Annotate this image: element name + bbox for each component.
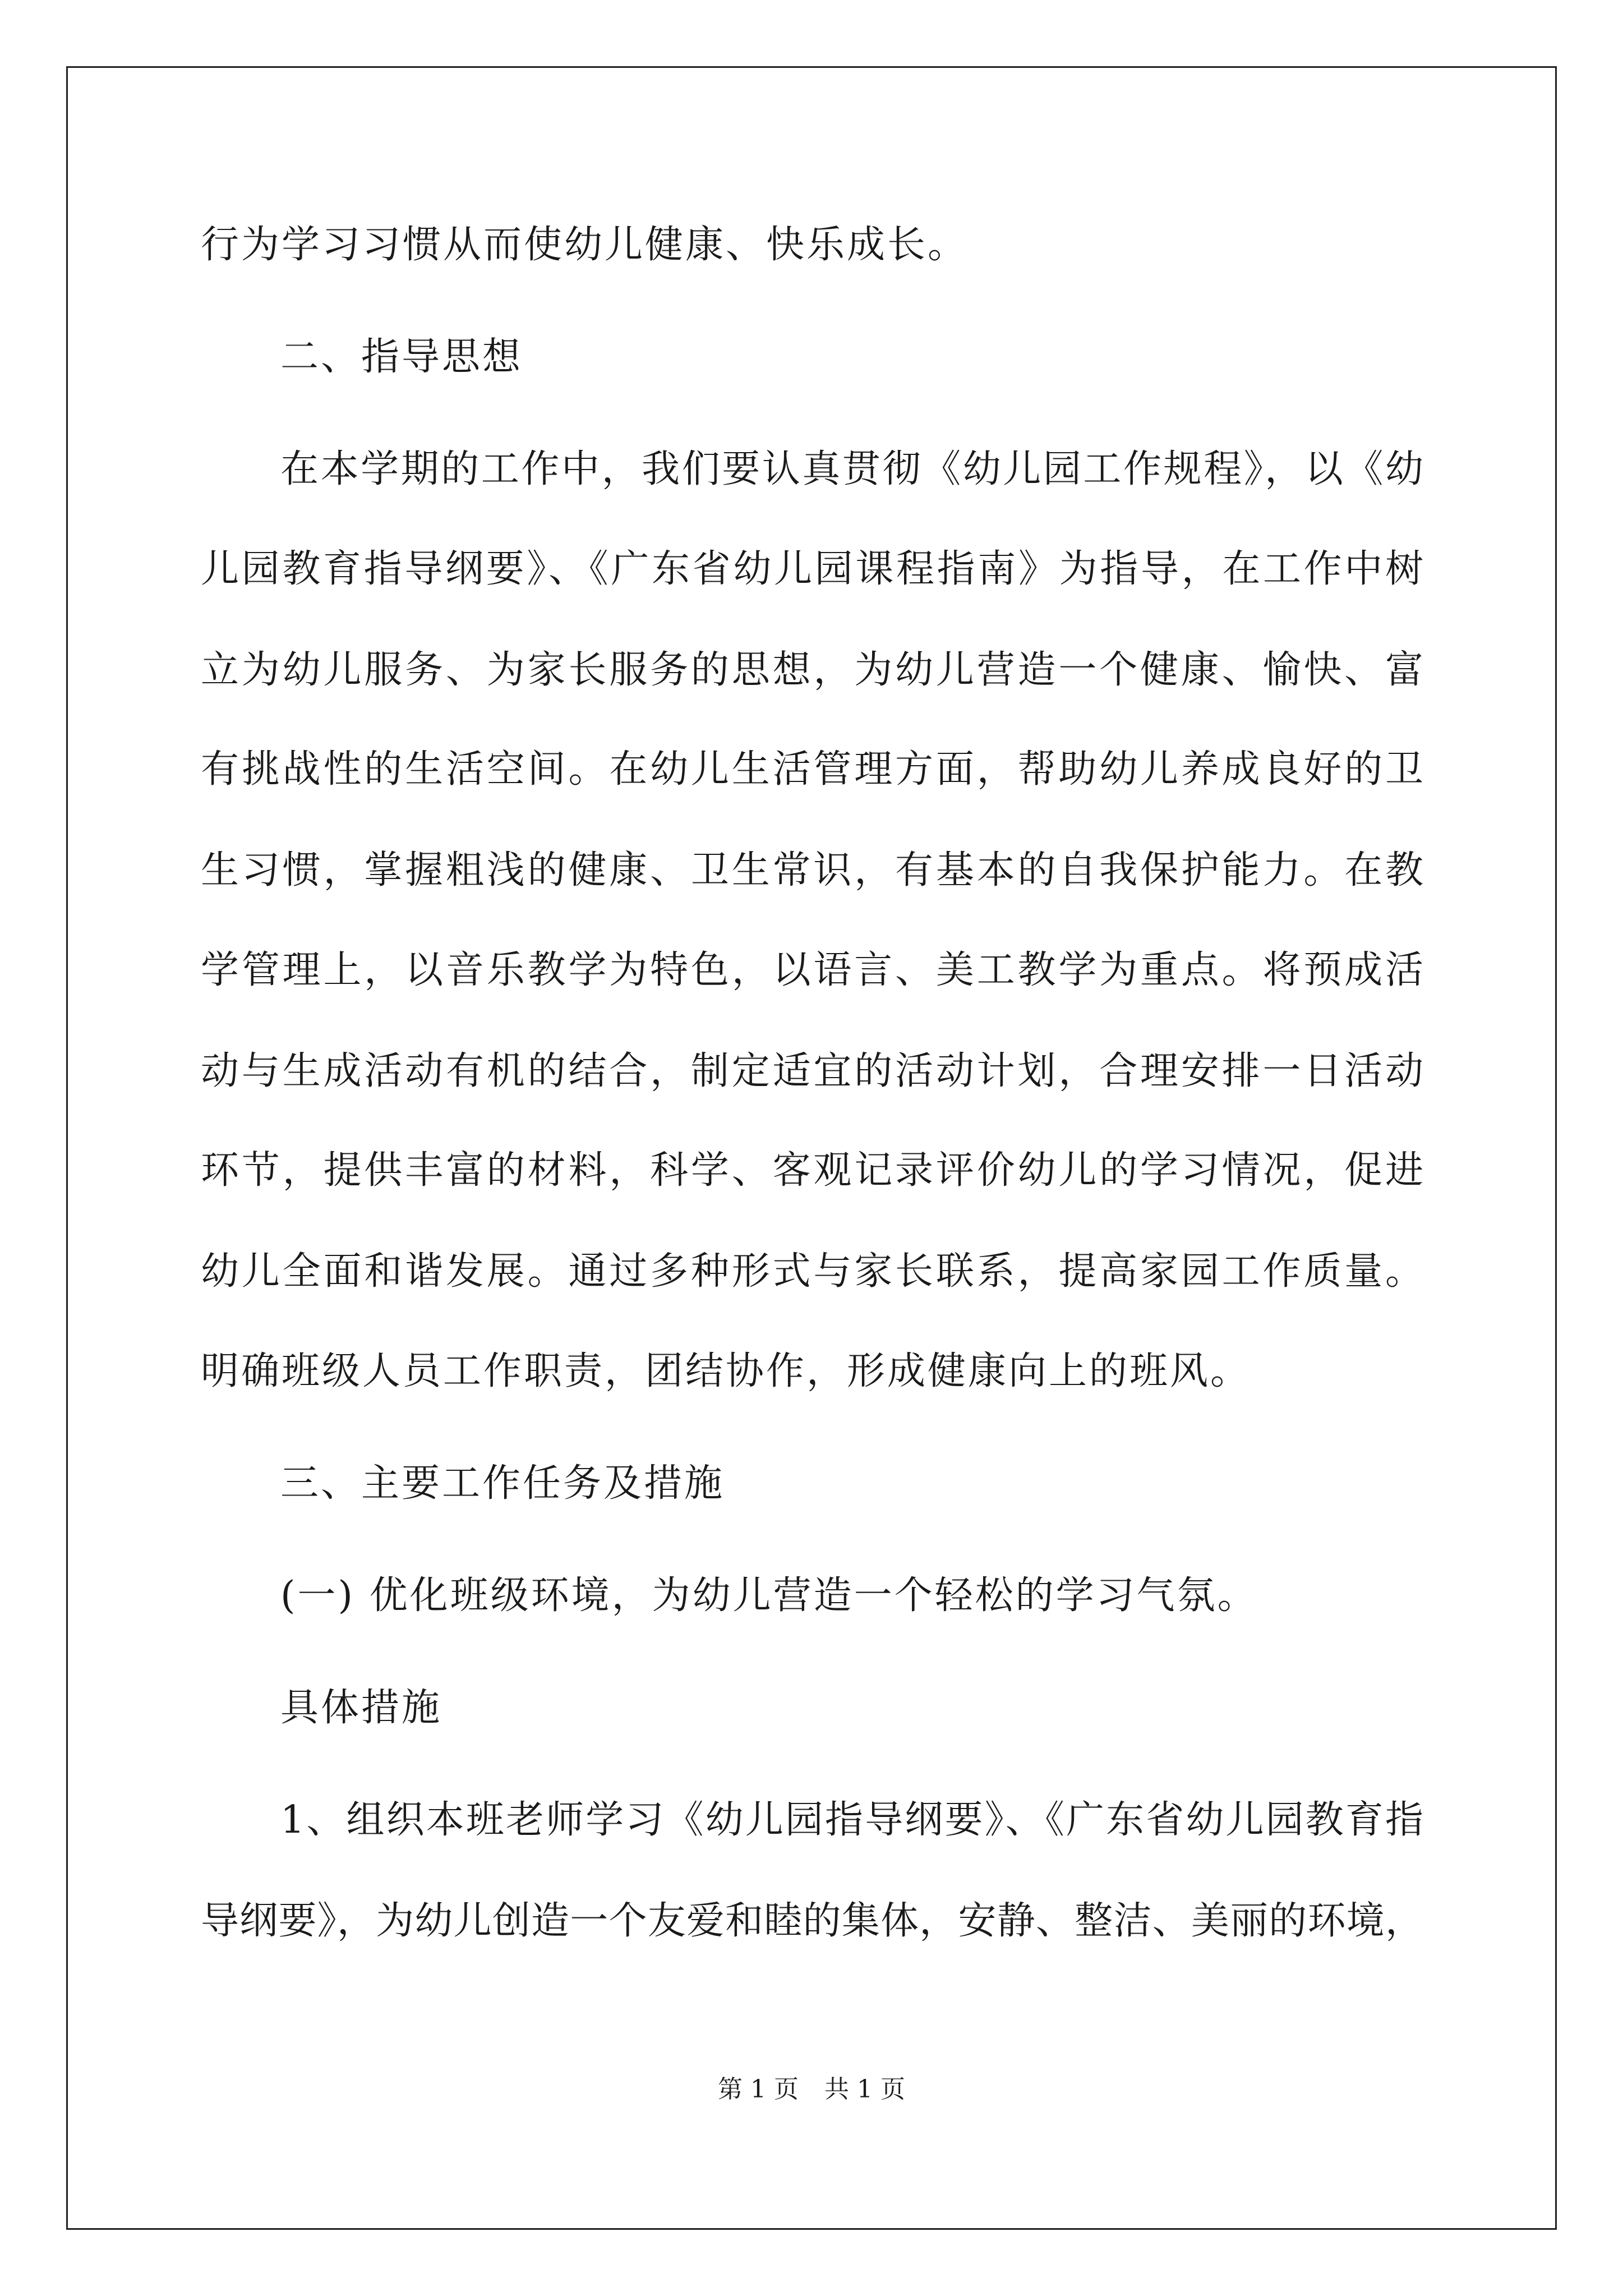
subsection-heading-1: (一) 优化班级环境，为幼儿营造一个轻松的学习气氛。 (280, 1573, 1258, 1618)
text-line-4: 儿园教育指导纲要》、《广东省幼儿园课程指南》为指导，在工作中树 (201, 547, 1423, 591)
page-total: 共 1 页 (824, 2075, 905, 2104)
text-line-7: 生习惯，掌握粗浅的健康、卫生常识，有基本的自我保护能力。在教 (201, 848, 1423, 892)
section-heading-main-tasks: 三、主要工作任务及措施 (280, 1461, 725, 1506)
text-line-10: 环节，提供丰富的材料，科学、客观记录评价幼儿的学习情况，促进 (201, 1148, 1423, 1193)
text-line-16: 1、组织本班老师学习《幼儿园指导纲要》、《广东省幼儿园教育指 (280, 1798, 1423, 1842)
text-line-8: 学管理上，以音乐教学为特色，以语言、美工教学为重点。将预成活 (201, 948, 1423, 992)
page-footer (0, 2073, 1623, 2106)
page-number: 第 1 页 (718, 2075, 799, 2104)
text-line-17: 导纲要》，为幼儿创造一个友爱和睦的集体，安静、整洁、美丽的环境， (201, 1899, 1423, 1943)
text-line-3: 在本学期的工作中，我们要认真贯彻《幼儿园工作规程》，以《幼 (280, 447, 1423, 491)
section-heading-guiding-thought: 二、指导思想 (280, 335, 523, 379)
text-line-6: 有挑战性的生活空间。在幼儿生活管理方面，帮助幼儿养成良好的卫 (201, 747, 1423, 792)
text-line-5: 立为幼儿服务、为家长服务的思想，为幼儿营造一个健康、愉快、富 (201, 648, 1423, 692)
measures-heading: 具体措施 (280, 1686, 442, 1730)
text-line-1: 行为学习习惯从而使幼儿健康、快乐成长。 (201, 223, 969, 267)
text-line-11: 幼儿全面和谐发展。通过多种形式与家长联系，提高家园工作质量。 (201, 1249, 1423, 1294)
text-line-12: 明确班级人员工作职责，团结协作，形成健康向上的班风。 (201, 1349, 1251, 1393)
text-line-9: 动与生成活动有机的结合，制定适宜的活动计划，合理安排一日活动 (201, 1049, 1423, 1093)
